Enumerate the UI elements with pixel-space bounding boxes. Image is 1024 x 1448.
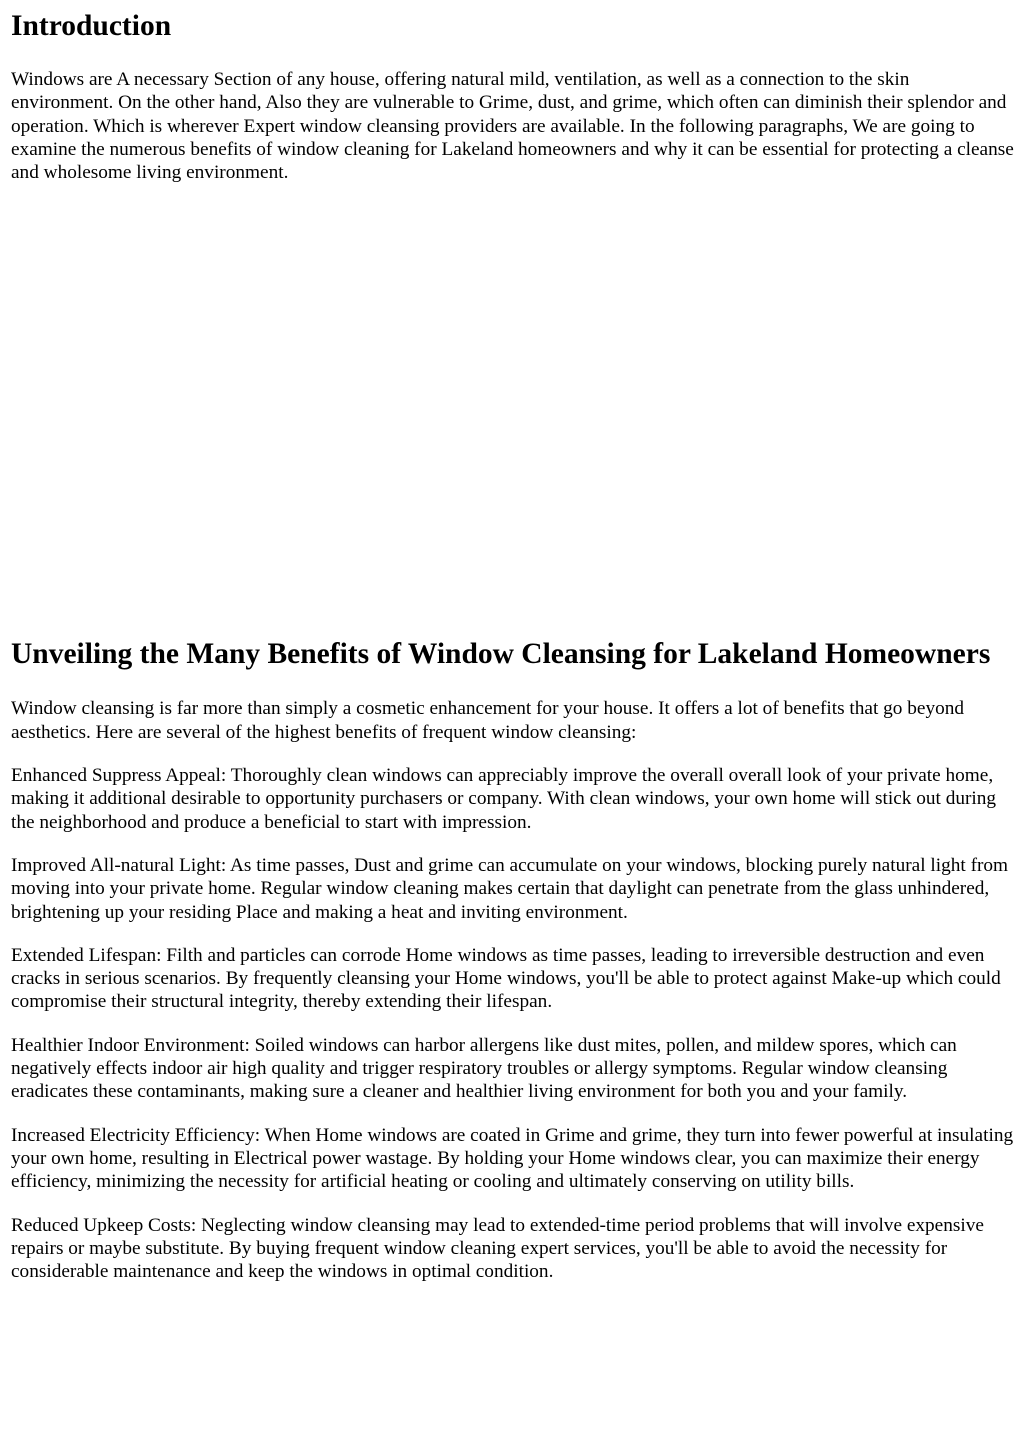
intro-section xyxy=(11,0,1016,184)
benefit-natural-light-paragraph: Improved All-natural Light: As time passes, Dust and grime can accumulate on your windows, blocking purely natural light from moving into your private home. Regular window cleaning makes certain that daylight can penetrate from the glass unhindered, brightening up your residing Place and making a heat and inviting environment. xyxy=(11,854,1009,923)
benefit-energy-efficiency-paragraph: Increased Electricity Efficiency: When Home windows are coated in Grime and grime, they turn into fewer powerful at insulating your own home, resulting in Electrical power wastage. By holding your Home windows clear, you can maximize their energy efficiency, minimizing the necessity for artificial heating or cooling and ultimately conserving on utility bills. xyxy=(11,1124,1014,1193)
benefit-lifespan-paragraph: Extended Lifespan: Filth and particles can corrode Home windows as time passes, leading to irreversible destruction and even cracks in serious scenarios. By frequently cleansing your Home windows, you'll be able to protect against Make-up which could compromise their structural integrity, thereby extending their lifespan. xyxy=(11,944,1001,1013)
intro-paragraph: Windows are A necessary Section of any house, offering natural mild, ventilation, as well as a connection to the skin environment. On the other hand, Also they are vulnerable to Grime, dust, and grime, which often can diminish their splendor and operation. Which is wherever Expert window cleansing providers are available. In the following paragraphs, We are going to examine the numerous benefits of window cleaning for Lakeland homeowners and why it can be essential for protecting a cleanse and wholesome living environment. xyxy=(11,69,1014,184)
blank-spacer xyxy=(11,204,1016,637)
intro-heading: Introduction xyxy=(11,10,172,42)
benefit-upkeep-costs-paragraph: Reduced Upkeep Costs: Neglecting window cleansing may lead to extended-time period problems that will involve expensive repairs or maybe substitute. By buying frequent window cleaning expert services, you'll be able to avoid the necessity for considerable maintenance and keep the windows in optimal condition. xyxy=(11,1214,984,1283)
benefit-indoor-environment-paragraph: Healthier Indoor Environment: Soiled windows can harbor allergens like dust mites, pollen, and mildew spores, which can negatively effects indoor air high quality and trigger respiratory troubles or allergy symptoms. Regular window cleansing eradicates these contaminants, making sure a cleaner and healthier living environment for both you and your family. xyxy=(11,1034,957,1103)
benefit-curb-appeal-paragraph: Enhanced Suppress Appeal: Thoroughly clean windows can appreciably improve the overall overall look of your private home, making it additional desirable to opportunity purchasers or company. With clean windows, your own home will stick out during the neighborhood and produce a beneficial to start with impression. xyxy=(11,765,997,833)
benefits-section xyxy=(11,637,1016,1283)
benefits-intro-paragraph: Window cleansing is far more than simply a cosmetic enhancement for your house. It offers a lot of benefits that go beyond aesthetics. Here are several of the highest benefits of frequent window cleansing: xyxy=(11,698,965,743)
benefits-heading: Unveiling the Many Benefits of Window Cleansing for Lakeland Homeowners xyxy=(11,638,991,671)
